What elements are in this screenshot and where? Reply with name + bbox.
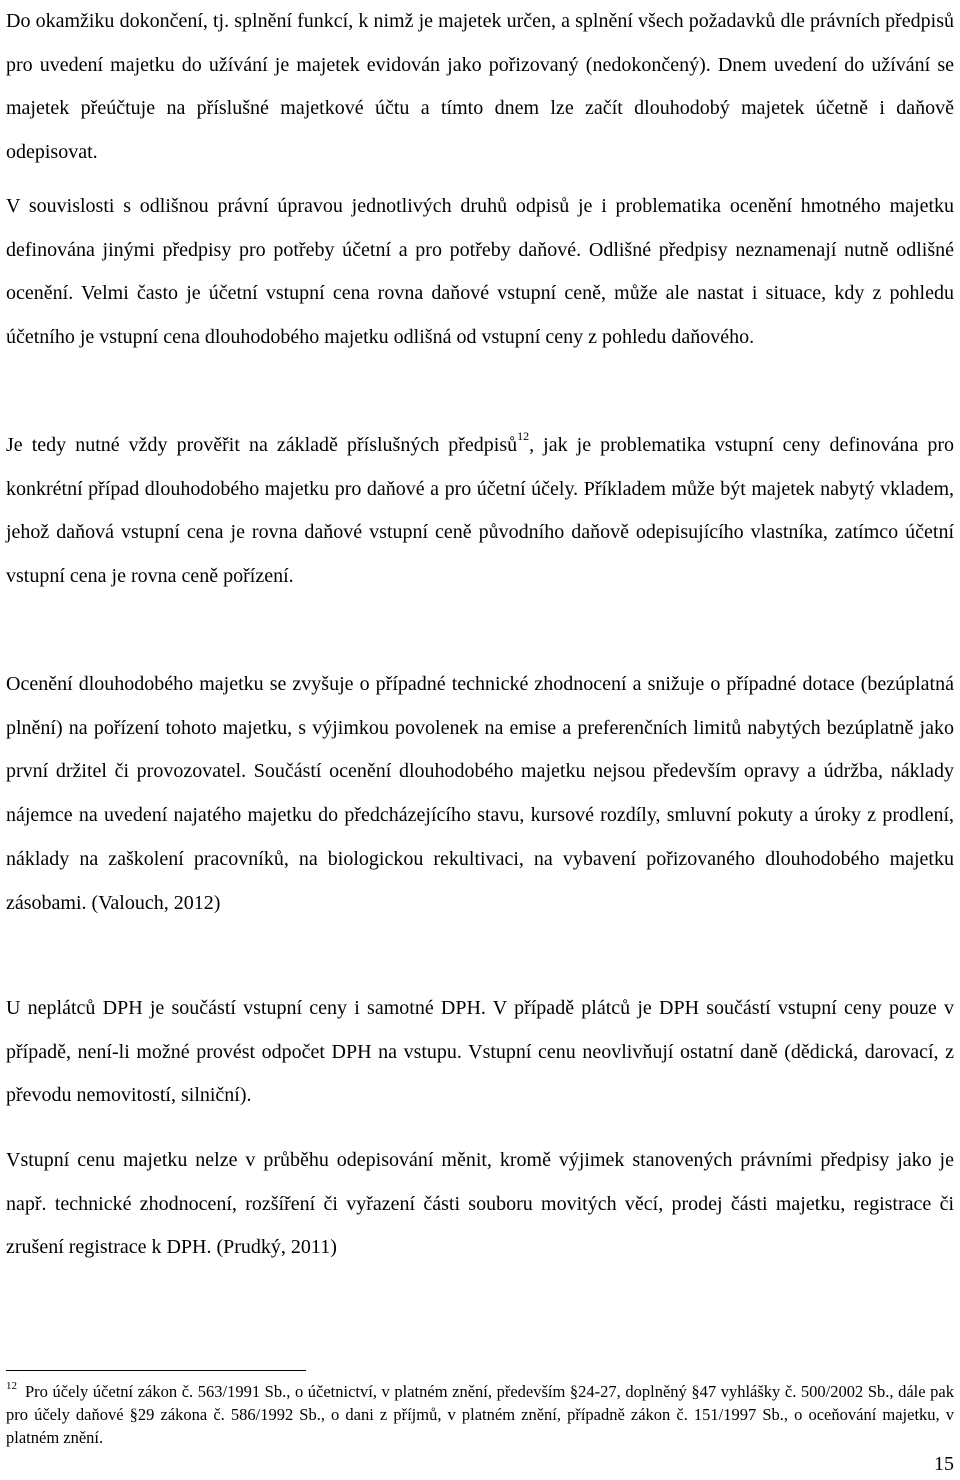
paragraph-text-after-ref: , jak je problematika vstupní ceny definována pro konkrétní případ dlouhodobého majetku pro daňové a pro účetní účely. Příkladem může být majetek nabytý vkladem, jehož daňová vstupní cena je rovna daňové vstupní ceně původního daňově odepisujícího vlastníka, zatímco účetní vstupní cena je rovna ceně pořízení. xyxy=(6,434,954,588)
paragraph-entry-price-change: Vstupní cenu majetku nelze v průběhu odepisování měnit, kromě výjimek stanovených právními předpisy jako je např. technické zhodnocení, rozšíření či vyřazení části souboru movitých věcí, prodej části majetku, registrace či zrušení registrace k DPH. (Prudký, 2011) xyxy=(6,1149,954,1259)
paragraph-completion-of-asset: Do okamžiku dokončení, tj. splnění funkcí, k nimž je majetek určen, a splnění všech požadavků dle právních předpisů pro uvedení majetku do užívání je majetek evidován jako pořizovaný (nedokončený). Dnem uvedení do užívání se majetek přeúčtuje na příslušné majetkové účtu a tímto dnem lze začít dlouhodobý majetek účetně i daňově odepisovat. xyxy=(6,10,954,164)
page-number: 15 xyxy=(934,1453,954,1475)
paragraph-verify-regulations xyxy=(6,424,954,599)
footnote-reference[interactable]: 12 xyxy=(517,429,530,444)
paragraph-valuation-differences: V souvislosti s odlišnou právní úpravou jednotlivých druhů odpisů je i problematika ocenění hmotného majetku definována jinými předpisy pro potřeby účetní a pro potřeby daňové. Odlišné předpisy neznamenají nutně odlišné ocenění. Velmi často je účetní vstupní cena rovna daňové vstupní ceně, může ale nastat i situace, kdy z pohledu účetního je vstupní cena dlouhodobého majetku odlišná od vstupní ceny z pohledu daňového. xyxy=(6,195,954,349)
footnote-text: Pro účely účetní zákon č. 563/1991 Sb., o účetnictví, v platném znění, především §24-27, doplněný §47 vyhlášky č. 500/2002 Sb., dále pak pro účely daňové §29 zákona č. 586/1992 Sb., o dani z příjmů, v platném znění, případně zákon č. 151/1997 Sb., o oceňování majetku, v platném znění. xyxy=(6,1382,954,1447)
footnote xyxy=(6,1380,954,1449)
footnote-marker: 12 xyxy=(6,1379,17,1392)
paragraph-vat: U neplátců DPH je součástí vstupní ceny i samotné DPH. V případě plátců je DPH součástí vstupní ceny pouze v případě, není-li možné provést odpočet DPH na vstupu. Vstupní cenu neovlivňují ostatní daně (dědická, darovací, z převodu nemovitostí, silniční). xyxy=(6,997,954,1107)
paragraph-text-before-ref: Je tedy nutné vždy prověřit na základě příslušných předpisů xyxy=(6,434,518,456)
footnote-divider xyxy=(6,1370,306,1371)
paragraph-valuation-increase: Ocenění dlouhodobého majetku se zvyšuje o případné technické zhodnocení a snižuje o případné dotace (bezúplatná plnění) na pořízení tohoto majetku, s výjimkou povolenek na emise a preferenčních limitů nabytých bezúplatně jako první držitel či provozovatel. Součástí ocenění dlouhodobého majetku nejsou především opravy a údržba, náklady nájemce na uvedení najatého majetku do předcházejícího stavu, kursové rozdíly, smluvní pokuty a úroky z prodlení, náklady na zaškolení pracovníků, na biologickou rekultivaci, na vybavení pořizovaného dlouhodobého majetku zásobami. (Valouch, 2012) xyxy=(6,673,954,914)
